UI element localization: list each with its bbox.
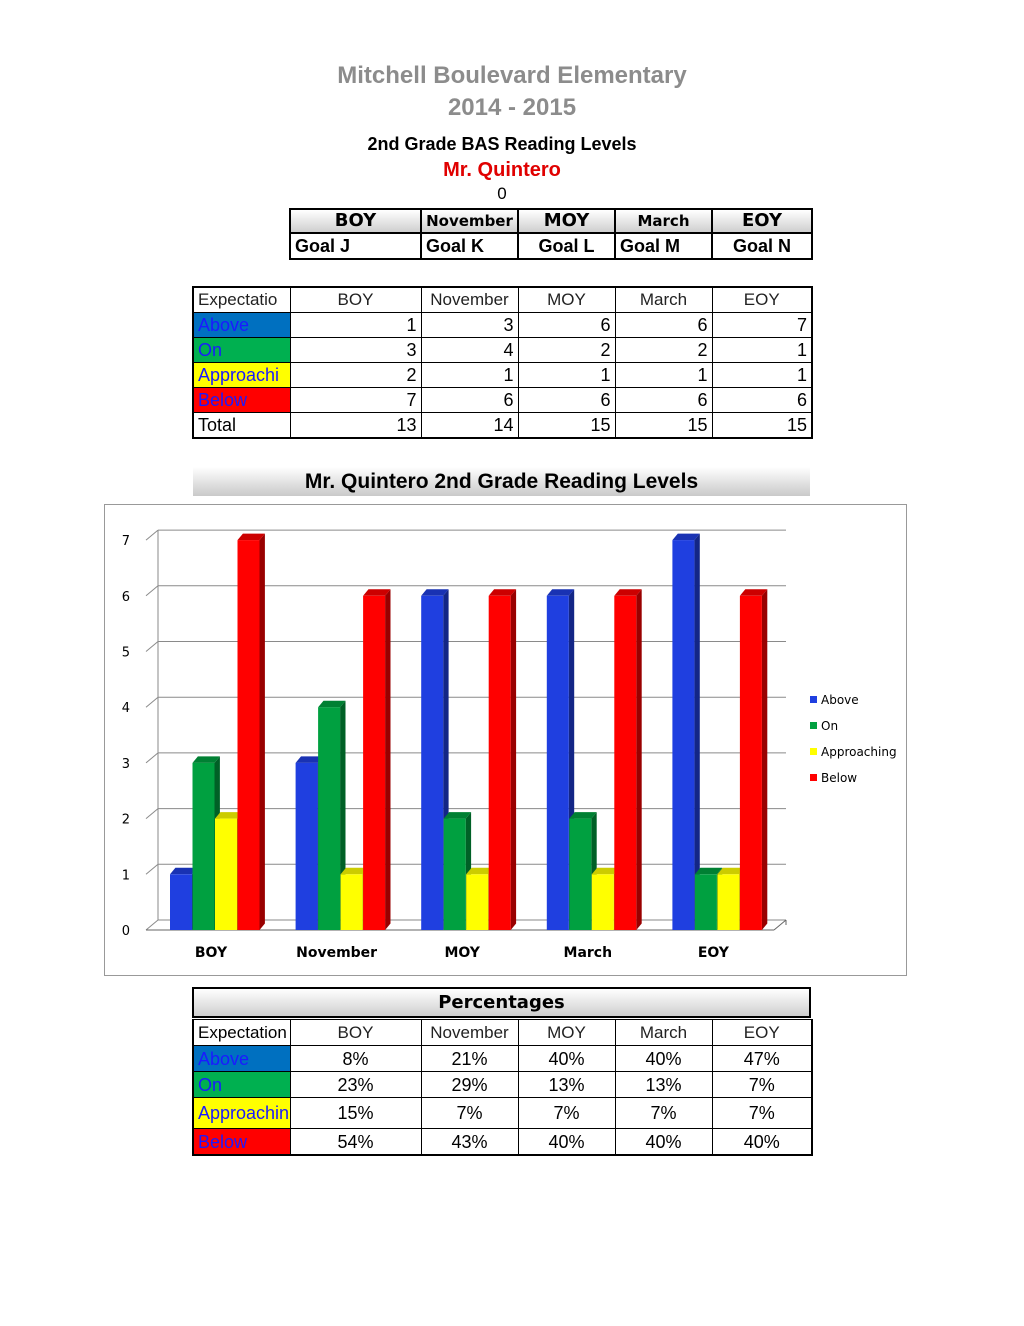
counts-row-on	[193, 338, 812, 363]
row-label-above: Above	[193, 313, 290, 338]
y-tick-label: 3	[121, 756, 130, 772]
total-cell: 15	[712, 413, 812, 439]
pct-row-above	[193, 1046, 812, 1072]
pct-row-below	[193, 1129, 812, 1156]
pct-cell: 8%	[290, 1046, 421, 1072]
count-cell: 1	[290, 313, 421, 338]
bar-above-november	[296, 763, 318, 930]
legend-swatch-above	[810, 696, 817, 703]
counts-table	[192, 286, 813, 439]
count-cell: 6	[615, 313, 712, 338]
percentages-table	[192, 1019, 813, 1156]
pct-header-cell: November	[421, 1020, 518, 1046]
y-tick-label: 1	[121, 868, 130, 884]
counts-row-above	[193, 313, 812, 338]
count-cell: 3	[421, 313, 518, 338]
goal-march: Goal M	[615, 233, 712, 259]
pct-label-on: On	[193, 1072, 290, 1098]
pct-cell: 40%	[712, 1129, 812, 1156]
bar-below-november-side	[385, 589, 390, 930]
goals-period-boy: BOY	[290, 209, 421, 233]
gridline-side	[146, 920, 158, 930]
count-cell: 4	[421, 338, 518, 363]
bar-above-boy	[170, 874, 192, 930]
pct-header-cell: BOY	[290, 1020, 421, 1046]
count-cell: 6	[518, 313, 615, 338]
school-name: Mitchell Boulevard Elementary	[337, 62, 687, 89]
counts-row-approaching	[193, 363, 812, 388]
counts-header-cell: March	[615, 287, 712, 313]
pct-cell: 23%	[290, 1072, 421, 1098]
count-cell: 2	[615, 338, 712, 363]
chart-title: Mr. Quintero 2nd Grade Reading Levels	[193, 467, 810, 496]
pct-cell: 43%	[421, 1129, 518, 1156]
goals-table	[289, 208, 813, 260]
y-tick-label: 5	[121, 645, 130, 661]
pct-header-cell: March	[615, 1020, 712, 1046]
pct-label-above: Above	[193, 1046, 290, 1072]
goal-november: Goal K	[421, 233, 518, 259]
zero-value: 0	[497, 184, 507, 203]
count-cell: 7	[712, 313, 812, 338]
goal-moy: Goal L	[518, 233, 615, 259]
count-cell: 1	[712, 363, 812, 388]
legend-label-above: Above	[821, 693, 859, 707]
gridline-side	[146, 809, 158, 819]
count-cell: 1	[421, 363, 518, 388]
legend-label-approaching: Approaching	[821, 745, 897, 759]
bar-below-november	[363, 596, 385, 930]
counts-header-cell: BOY	[290, 287, 421, 313]
y-tick-label: 6	[121, 589, 130, 605]
count-cell: 2	[518, 338, 615, 363]
goals-period-november: November	[421, 209, 518, 233]
gridline-side	[146, 864, 158, 874]
counts-header-cell: November	[421, 287, 518, 313]
pct-cell: 54%	[290, 1129, 421, 1156]
legend-swatch-below	[810, 774, 817, 781]
pct-cell: 15%	[290, 1098, 421, 1129]
counts-header-cell: EOY	[712, 287, 812, 313]
bar-on-march	[569, 819, 591, 930]
goal-eoy: Goal N	[712, 233, 812, 259]
pct-row-on	[193, 1072, 812, 1098]
pct-cell: 29%	[421, 1072, 518, 1098]
counts-row-total	[193, 413, 812, 439]
pct-label-below: Below	[193, 1129, 290, 1156]
counts-header-label: Expectatio	[193, 287, 290, 313]
gridline-side	[146, 586, 158, 596]
bar-below-march	[614, 596, 636, 930]
pct-cell: 7%	[518, 1098, 615, 1129]
y-tick-label: 0	[121, 924, 130, 939]
pct-cell: 13%	[615, 1072, 712, 1098]
goal-boy: Goal J	[290, 233, 421, 259]
x-tick-label: November	[296, 945, 378, 961]
gridline-side	[146, 697, 158, 707]
count-cell: 6	[615, 388, 712, 413]
goals-values-row	[290, 233, 812, 259]
y-tick-label: 2	[121, 812, 130, 828]
pct-cell: 21%	[421, 1046, 518, 1072]
bar-on-moy	[444, 819, 466, 930]
bar-approaching-boy	[215, 819, 237, 930]
pct-row-approaching	[193, 1098, 812, 1129]
count-cell: 6	[518, 388, 615, 413]
pct-label-approaching: Approachin	[193, 1098, 290, 1129]
bar-below-boy-side	[260, 534, 265, 930]
count-cell: 6	[712, 388, 812, 413]
row-label-total: Total	[193, 413, 290, 439]
total-cell: 15	[518, 413, 615, 439]
x-tick-label: MOY	[444, 945, 480, 961]
bar-above-eoy	[672, 540, 694, 930]
goals-header-row	[290, 209, 812, 233]
pct-cell: 47%	[712, 1046, 812, 1072]
pct-header-label: Expectation	[193, 1020, 290, 1046]
count-cell: 3	[290, 338, 421, 363]
bar-below-boy	[238, 540, 260, 930]
x-axis-depth	[774, 920, 786, 930]
count-cell: 7	[290, 388, 421, 413]
bar-on-boy	[193, 763, 215, 930]
goals-period-moy: MOY	[518, 209, 615, 233]
legend-swatch-approaching	[810, 748, 817, 755]
row-label-below: Below	[193, 388, 290, 413]
bar-approaching-november	[341, 874, 363, 930]
legend-label-below: Below	[821, 771, 858, 785]
row-label-on: On	[193, 338, 290, 363]
school-year: 2014 - 2015	[447, 94, 577, 121]
legend-label-on: On	[821, 719, 839, 733]
x-tick-label: BOY	[194, 945, 228, 961]
counts-header-cell: MOY	[518, 287, 615, 313]
count-cell: 1	[518, 363, 615, 388]
bar-above-moy	[421, 596, 443, 930]
pct-header-cell: MOY	[518, 1020, 615, 1046]
count-cell: 1	[712, 338, 812, 363]
count-cell: 6	[421, 388, 518, 413]
gridline-side	[146, 642, 158, 652]
bar-approaching-eoy	[717, 874, 739, 930]
y-tick-label: 7	[121, 534, 130, 550]
pct-cell: 40%	[615, 1129, 712, 1156]
teacher-name: Mr. Quintero	[443, 159, 561, 181]
bar-below-eoy	[740, 596, 762, 930]
bar-on-november	[318, 707, 340, 930]
bar-on-eoy	[695, 874, 717, 930]
bar-below-eoy-side	[762, 589, 767, 930]
bar-below-march-side	[636, 589, 641, 930]
total-cell: 14	[421, 413, 518, 439]
counts-row-below	[193, 388, 812, 413]
y-tick-label: 4	[121, 701, 130, 717]
pct-cell: 40%	[518, 1129, 615, 1156]
pct-header-row	[193, 1020, 812, 1046]
pct-header-cell: EOY	[712, 1020, 812, 1046]
pct-cell: 7%	[712, 1098, 812, 1129]
row-label-approaching: Approachi	[193, 363, 290, 388]
total-cell: 15	[615, 413, 712, 439]
bar-below-moy	[489, 596, 511, 930]
pct-cell: 40%	[518, 1046, 615, 1072]
bar-approaching-march	[592, 874, 614, 930]
goals-period-eoy: EOY	[712, 209, 812, 233]
x-tick-label: EOY	[697, 945, 729, 961]
pct-cell: 40%	[615, 1046, 712, 1072]
x-tick-label: March	[563, 945, 613, 961]
goals-period-march: March	[615, 209, 712, 233]
legend-swatch-on	[810, 722, 817, 729]
report-subtitle: 2nd Grade BAS Reading Levels	[367, 134, 637, 154]
bar-chart	[104, 504, 905, 974]
bar-below-moy-side	[511, 589, 516, 930]
counts-header-row	[193, 287, 812, 313]
total-cell: 13	[290, 413, 421, 439]
gridline-side	[146, 530, 158, 540]
bar-above-march	[547, 596, 569, 930]
count-cell: 1	[615, 363, 712, 388]
pct-cell: 7%	[615, 1098, 712, 1129]
pct-cell: 13%	[518, 1072, 615, 1098]
bar-approaching-moy	[466, 874, 488, 930]
count-cell: 2	[290, 363, 421, 388]
pct-cell: 7%	[712, 1072, 812, 1098]
pct-cell: 7%	[421, 1098, 518, 1129]
gridline-side	[146, 753, 158, 763]
percentages-title: Percentages	[192, 987, 811, 1018]
